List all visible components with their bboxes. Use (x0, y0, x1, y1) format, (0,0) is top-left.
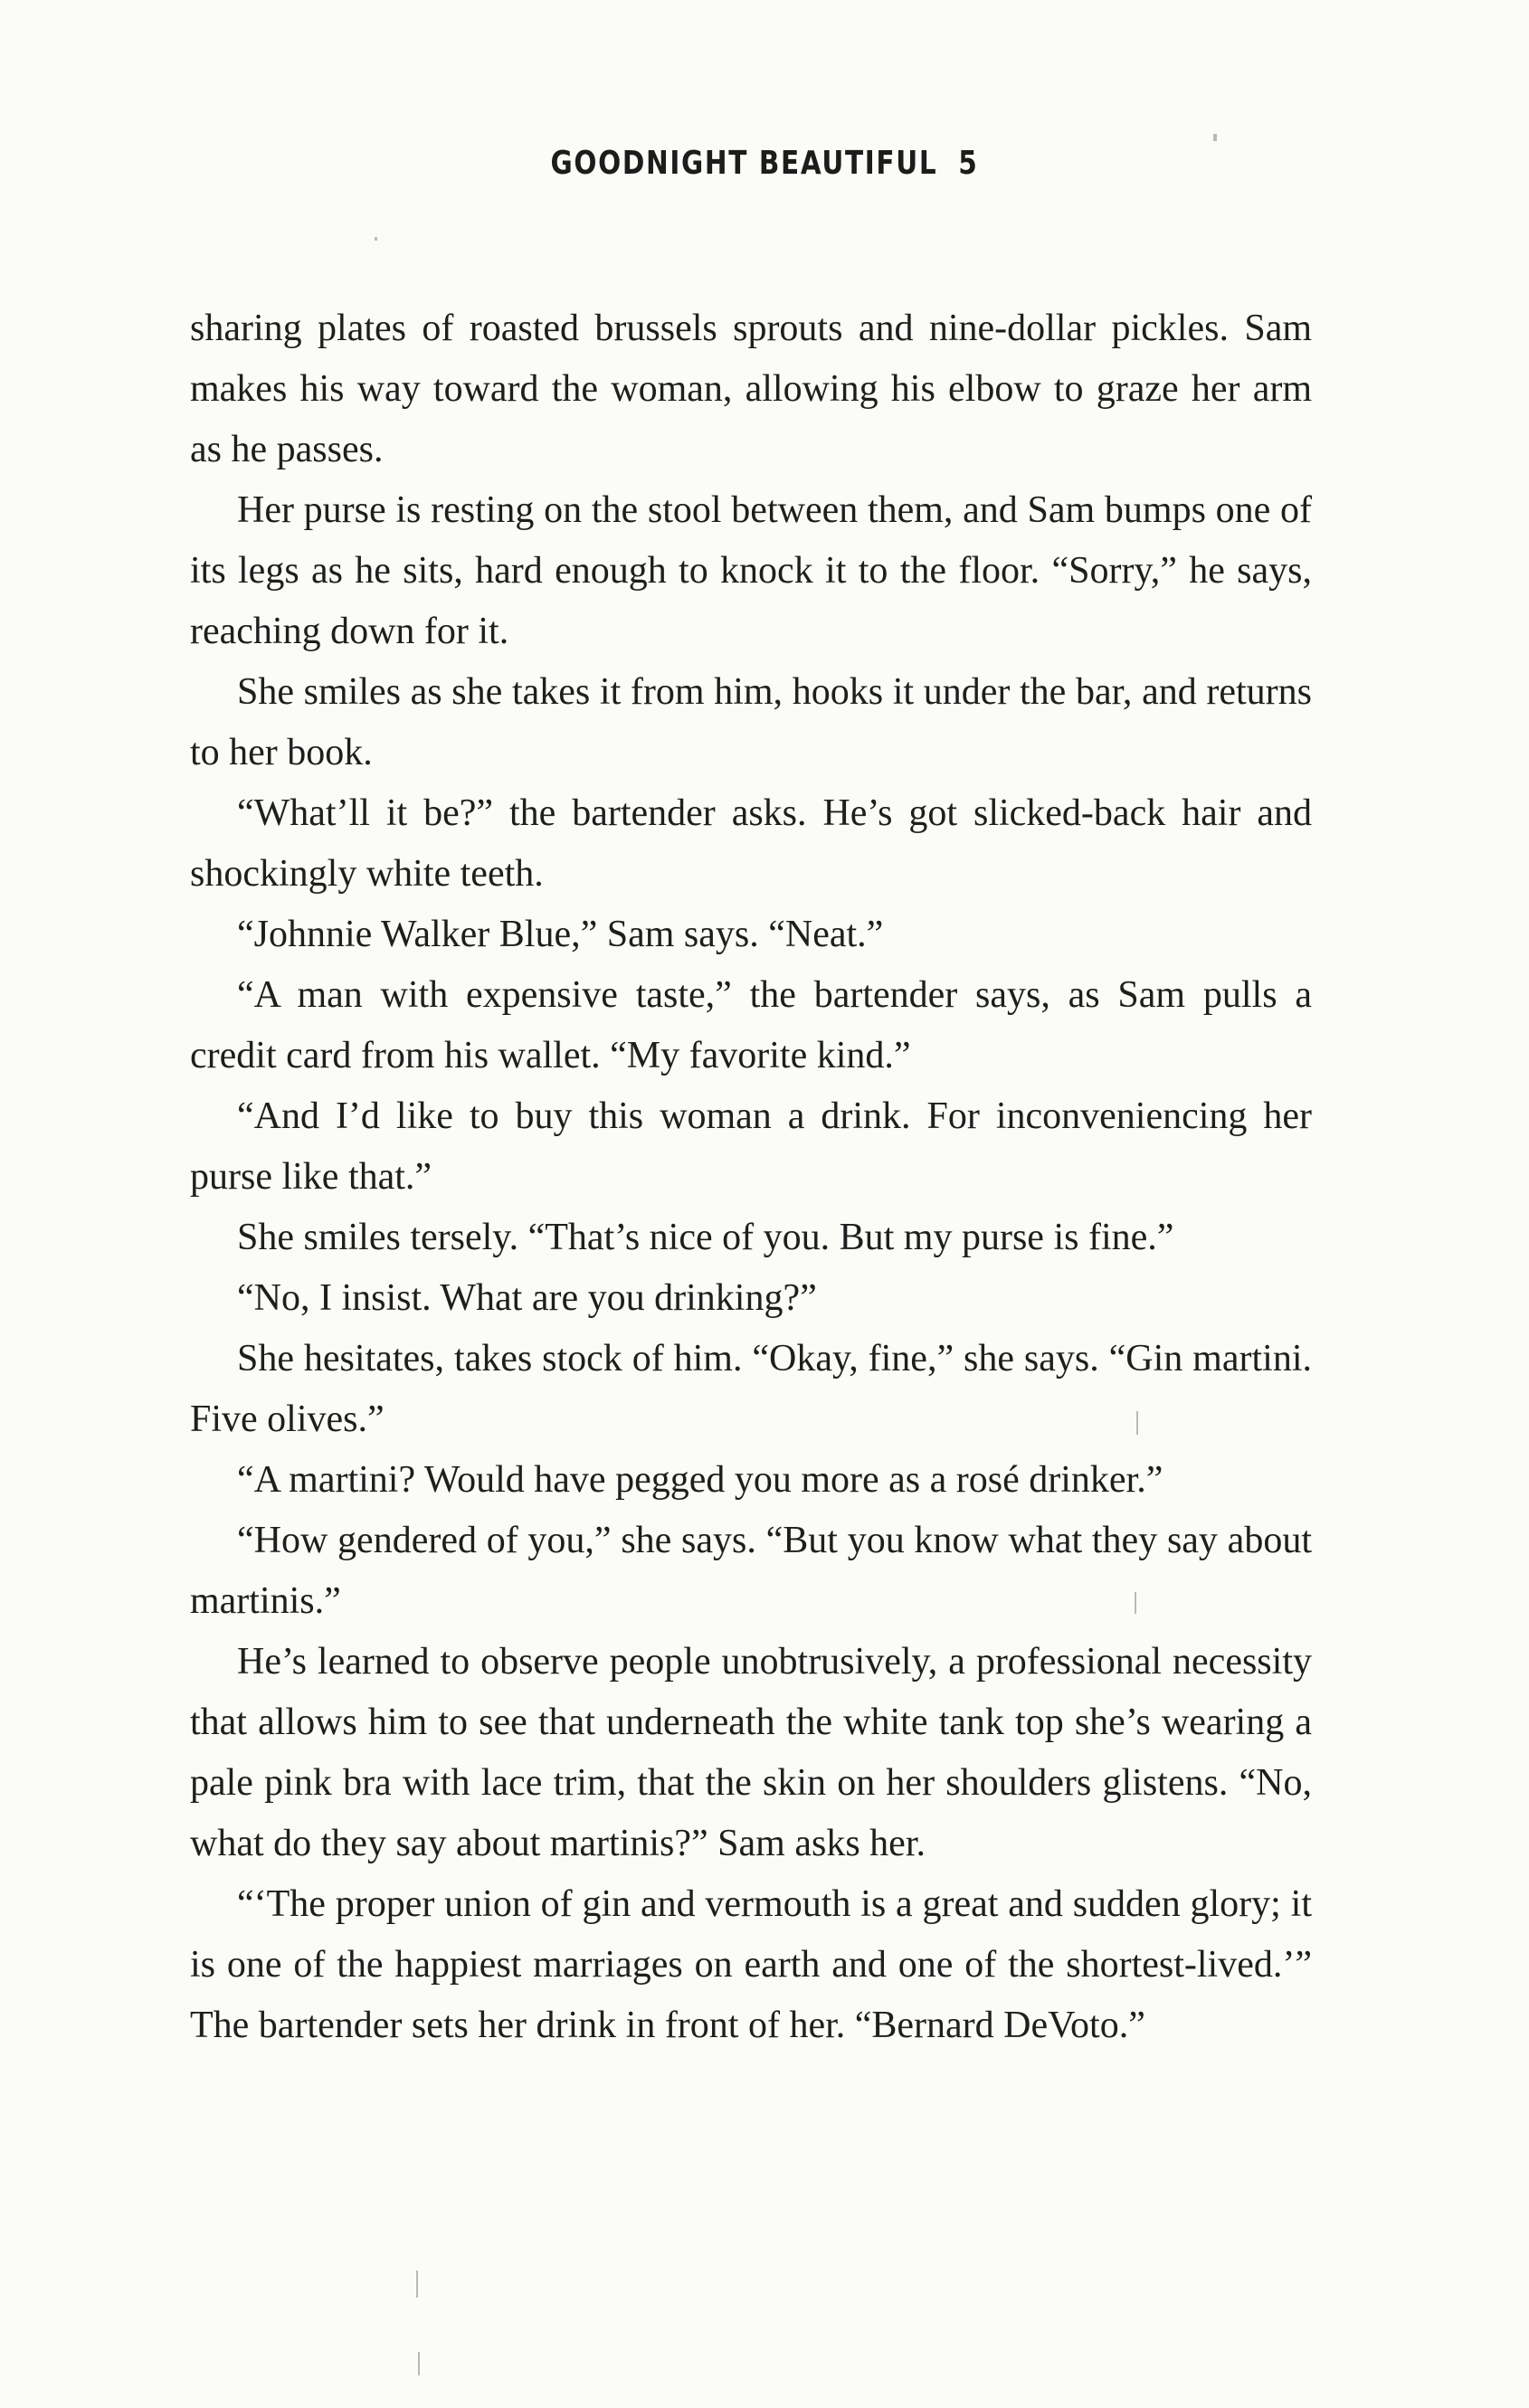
scan-speck (418, 2352, 420, 2375)
paragraph: “How gendered of you,” she says. “But you know what they say about martinis.” (190, 1520, 1312, 1622)
paragraph: She smiles as she takes it from him, hooks it under the bar, and returns to her book. (190, 671, 1312, 773)
scan-speck (416, 2271, 418, 2298)
body-text (190, 299, 1312, 2056)
scan-speck (1136, 1411, 1138, 1435)
paragraph: “A man with expensive taste,” the bartender says, as Sam pulls a credit card from his wallet. “My favorite kind.” (190, 974, 1312, 1076)
paragraph: “Johnnie Walker Blue,” Sam says. “Neat.” (237, 914, 884, 955)
scan-speck (375, 237, 377, 241)
paragraph: She hesitates, takes stock of him. “Okay, fine,” she says. “Gin martini. Five olives.” (190, 1338, 1312, 1440)
paragraph: “A martini? Would have pegged you more as a rosé drinker.” (237, 1459, 1163, 1501)
paragraph: “And I’d like to buy this woman a drink. For inconveniencing her purse like that.” (190, 1095, 1312, 1198)
paragraph: sharing plates of roasted brussels sprouts and nine-dollar pickles. Sam makes his way toward the woman, allowing his elbow to graze her arm as he passes. (190, 308, 1312, 470)
scan-speck (1135, 1592, 1136, 1614)
paragraph: She smiles tersely. “That’s nice of you. But my purse is fine.” (237, 1217, 1174, 1258)
paragraph: He’s learned to observe people unobtrusively, a professional necessity that allows him to see that underneath the white tank top she’s wearing a pale pink bra with lace trim, that the skin on her shoulders glistens. “No, what do they say about martinis?” Sam asks her. (190, 1641, 1312, 1864)
paragraph: Her purse is resting on the stool between them, and Sam bumps one of its legs as he sits, hard enough to knock it to the floor. “Sorry,” he says, reaching down for it. (190, 489, 1312, 652)
paragraph: “No, I insist. What are you drinking?” (237, 1277, 817, 1319)
paragraph: “‘The proper union of gin and vermouth is a great and sudden glory; it is one of the happiest marriages on earth and one of the shortest-lived.’” The bartender sets her drink in front of her. “Bernard DeVoto.” (190, 1883, 1312, 2046)
paragraph: “What’ll it be?” the bartender asks. He’s got slicked-back hair and shockingly white teeth. (190, 792, 1312, 895)
book-title: GOODNIGHT BEAUTIFUL (550, 145, 938, 182)
page-number: 5 (958, 145, 979, 182)
running-head (138, 145, 1391, 182)
scan-speck (1213, 134, 1217, 141)
